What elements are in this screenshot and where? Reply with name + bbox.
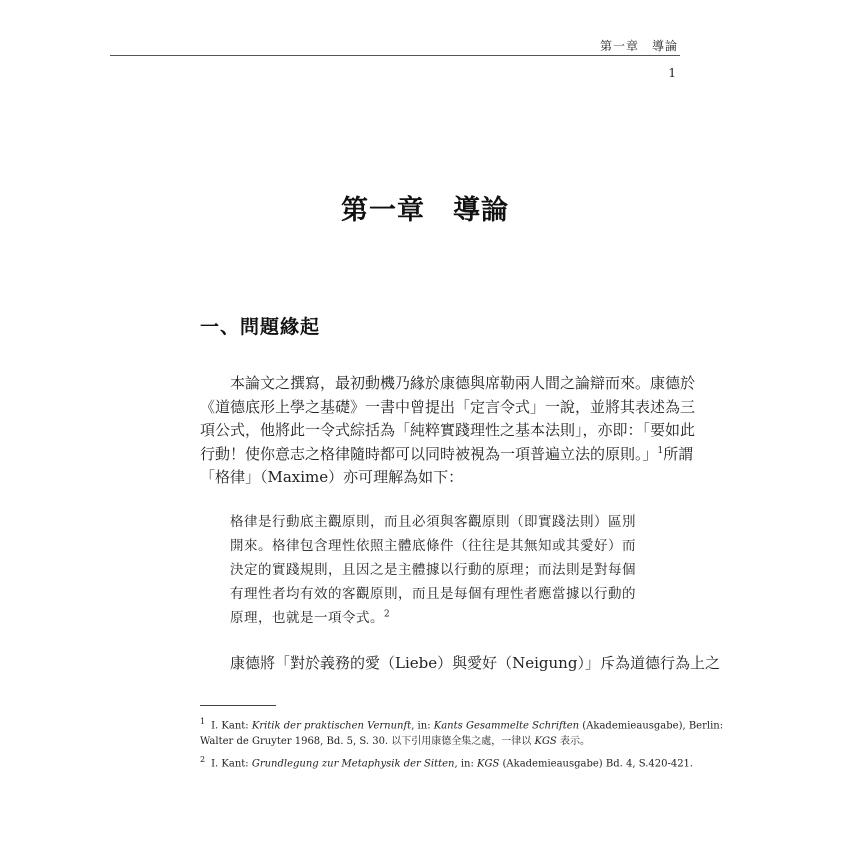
- footnote-author: I. Kant:: [211, 720, 252, 732]
- footnote-line: [200, 734, 658, 750]
- footnote-text: , in:: [411, 720, 434, 732]
- paragraph-line: 本論文之撰寫，最初動機乃緣於康德與席勒兩人間之論辯而來。康德於: [230, 374, 696, 392]
- footnote-reference-2[interactable]: 2: [384, 609, 391, 620]
- footnote-1: [200, 714, 724, 750]
- footnote-text: 表示。: [556, 736, 590, 748]
- footnote-text: Walter de Gruyter 1968, Bd. 5, S. 30. 以下引用康德全集之處，一律以: [200, 736, 535, 748]
- paragraph-text: 行動！使你意志之格律隨時都可以同時被視為一項普遍立法的原則。」: [200, 444, 658, 463]
- chapter-title: 第一章 導論: [341, 195, 509, 226]
- section-heading: 一、問題緣起: [200, 316, 321, 338]
- running-header-title: 第一章 導論: [599, 39, 678, 53]
- paragraph-line: [200, 443, 694, 467]
- quote-line: 開來。格律包含理性依照主體底條件（往往是其無知或其愛好）而: [230, 538, 636, 554]
- paragraph-line: 康德將「對於義務的愛（Liebe）與愛好（Neigung）」斥為道德行為上之: [230, 654, 720, 672]
- footnote-line: [200, 752, 694, 772]
- quote-line: 決定的實踐規則，且因之是主體據以行動的原理；而法則是對每個: [230, 562, 636, 578]
- body-paragraph-1: [200, 372, 696, 490]
- paragraph-line: 項公式，他將此一令式綜括為「純粹實踐理性之基本法則」，亦即：「要如此: [200, 421, 696, 439]
- quote-line: [230, 606, 650, 630]
- quote-line: 格律是行動底主觀原則，而且必須與客觀原則（即實踐法則）區別: [230, 514, 636, 530]
- footnote-author: I. Kant:: [211, 758, 252, 770]
- page-number: 1: [668, 66, 676, 80]
- footnote-text: , in:: [454, 758, 478, 770]
- footnote-abbreviation: KGS: [534, 736, 557, 748]
- header-rule: [110, 55, 680, 56]
- footnote-mark: 2: [200, 755, 206, 764]
- footnote-text: (Akademieausgabe), Berlin:: [579, 720, 724, 732]
- quote-text: 原理，也就是一項令式。: [230, 610, 384, 626]
- quote-line: 有理性者均有效的客觀原則，而且是每個有理性者應當據以行動的: [230, 586, 636, 602]
- footnote-text: (Akademieausgabe) Bd. 4, S.420-421.: [499, 758, 694, 770]
- block-quote: [230, 510, 650, 630]
- footnote-separator: [200, 705, 276, 706]
- paragraph-text: 所謂: [663, 444, 694, 463]
- body-paragraph-2: [200, 652, 720, 676]
- footnote-abbreviation: KGS: [477, 758, 500, 770]
- footnote-line: [200, 714, 724, 734]
- paragraph-line: 「格律」（Maxime）亦可理解為如下：: [200, 468, 464, 486]
- footnote-mark: 1: [200, 717, 206, 726]
- footnote-work-title: Kritik der praktischen Vernunft: [251, 720, 412, 732]
- footnote-work-title: Grundlegung zur Metaphysik der Sitten: [251, 758, 455, 770]
- footnote-collection-title: Kants Gesammelte Schriften: [433, 720, 580, 732]
- footnote-2: [200, 752, 694, 772]
- paragraph-line: 《道德底形上學之基礎》一書中曾提出「定言令式」一說，並將其表述為三: [200, 397, 696, 416]
- footnote-reference-1[interactable]: 1: [657, 445, 664, 456]
